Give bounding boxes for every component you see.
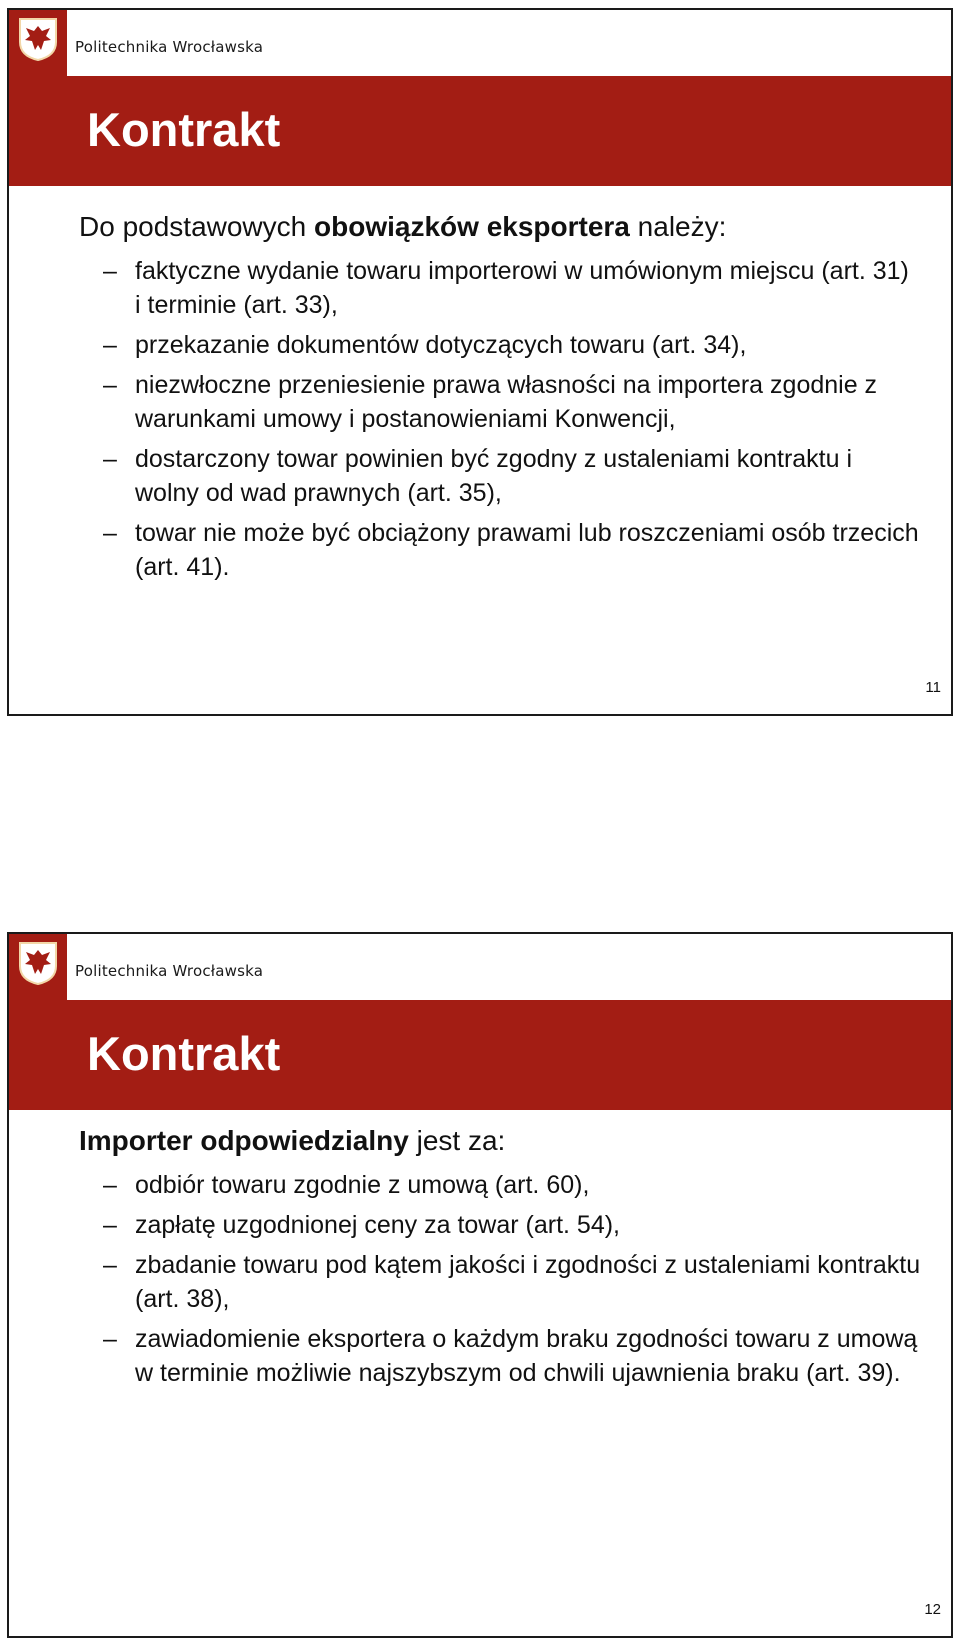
slide-content <box>79 1124 921 1396</box>
dash-bullet: – <box>103 1325 117 1353</box>
list-item <box>79 1168 921 1202</box>
page-number: 11 <box>925 679 941 696</box>
list-item <box>79 516 921 584</box>
list-item-text: zbadanie towaru pod kątem jakości i zgodności z ustaleniami kontraktu (art. 38), <box>135 1251 921 1313</box>
list-item-text: zapłatę uzgodnionej ceny za towar (art. 54), <box>135 1211 620 1239</box>
list-item-text: przekazanie dokumentów dotyczących towaru (art. 34), <box>135 331 747 359</box>
list-item-text: towar nie może być obciążony prawami lub roszczeniami osób trzecich (art. 41). <box>135 519 919 581</box>
slide-title: Kontrakt <box>87 103 281 156</box>
dash-bullet: – <box>103 1211 117 1239</box>
slide-content <box>79 210 921 590</box>
university-name: Politechnika Wrocławska <box>75 38 264 56</box>
dash-bullet: – <box>103 257 117 285</box>
list-item-text: odbiór towaru zgodnie z umową (art. 60), <box>135 1171 590 1199</box>
title-band <box>67 1000 951 1110</box>
lead-prefix: Do podstawowych <box>79 211 315 242</box>
dash-bullet: – <box>103 1171 117 1199</box>
dash-bullet: – <box>103 519 117 547</box>
list-item <box>79 368 921 436</box>
university-name: Politechnika Wrocławska <box>75 962 264 980</box>
lead-suffix: jest za: <box>408 1125 506 1156</box>
slide-title: Kontrakt <box>87 1027 281 1080</box>
dash-bullet: – <box>103 371 117 399</box>
dash-bullet: – <box>103 1251 117 1279</box>
page-number: 12 <box>924 1601 941 1618</box>
lead-text <box>79 210 921 244</box>
eagle-crest-icon <box>17 940 59 986</box>
dash-bullet: – <box>103 445 117 473</box>
list-item <box>79 1322 921 1390</box>
lead-suffix: należy: <box>629 211 727 242</box>
list-item <box>79 254 921 322</box>
bullet-list <box>79 1168 921 1390</box>
list-item-text: dostarczony towar powinien być zgodny z ustaleniami kontraktu i wolny od wad prawnych (art. 35), <box>135 445 853 507</box>
dash-bullet: – <box>103 331 117 359</box>
lead-text <box>79 1124 921 1158</box>
list-item-text: zawiadomienie eksportera o każdym braku zgodności towaru z umową w terminie możliwie najszybszym od chwili ujawnienia braku (art. 39). <box>135 1325 918 1387</box>
slide-11 <box>7 8 953 716</box>
lead-bold: Importer odpowiedzialny <box>79 1125 409 1156</box>
title-band <box>67 76 951 186</box>
list-item-text: faktyczne wydanie towaru importerowi w umówionym miejscu (art. 31) i terminie (art. 33), <box>135 257 909 319</box>
bullet-list <box>79 254 921 584</box>
eagle-crest-icon <box>17 16 59 62</box>
lead-bold: obowiązków eksportera <box>314 211 630 242</box>
list-item-text: niezwłoczne przeniesienie prawa własności na importera zgodnie z warunkami umowy i postanowieniami Konwencji, <box>135 371 878 433</box>
slide-12 <box>7 932 953 1638</box>
list-item <box>79 1208 921 1242</box>
list-item <box>79 328 921 362</box>
list-item <box>79 442 921 510</box>
list-item <box>79 1248 921 1316</box>
